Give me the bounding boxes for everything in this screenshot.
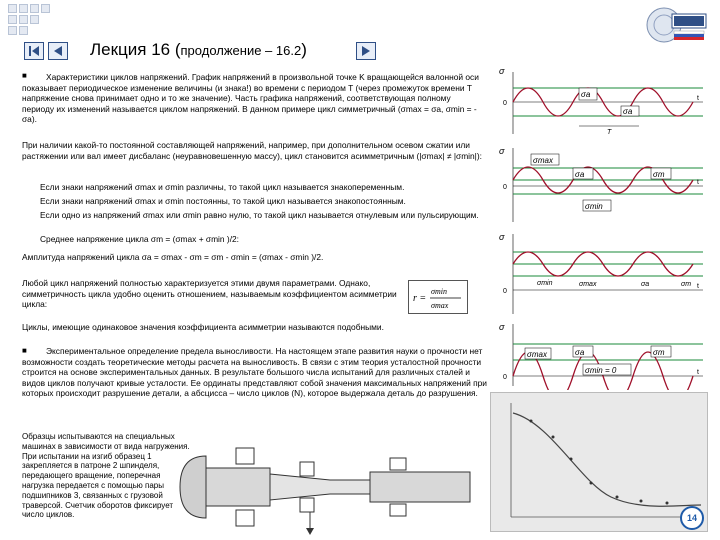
asymmetry-formula: [408, 280, 468, 314]
svg-text:σ: σ: [499, 66, 505, 76]
fatigue-curve-image: [490, 392, 708, 532]
decorative-squares: [8, 4, 88, 44]
paragraph-similar-cycles: Циклы, имеющие одинаковое значения коэффициента асимметрии называются подобными.: [22, 322, 384, 332]
prev-page-button[interactable]: [48, 42, 68, 60]
svg-text:0: 0: [503, 288, 507, 295]
svg-text:t: t: [697, 369, 699, 376]
bullet-marker: ■: [22, 346, 27, 355]
svg-text:0: 0: [503, 184, 507, 191]
paragraph-cycle-characteristics: Характеристики циклов напряжений. График напряжений в произвольной точке K вращающейся валонной оси показывает периодическое изменение величины (и знака!) во времени с периодом T (через промежуток времени T напряжение снова принимает одно и то же значение). Часть графика напряжений, соответствующая полному периоду их изменений называется циклом напряжений. В данном примере цикл симметричный (σmax = σa, σmin = - σa).: [22, 72, 479, 124]
bullet-marker: ■: [22, 71, 27, 80]
prev-page-icon: [51, 45, 65, 57]
svg-text:σm: σm: [653, 170, 665, 179]
svg-text:σmax: σmax: [533, 156, 553, 165]
paragraph-alternating: Если знаки напряжений σmax и σmin различны, то такой цикл называется знакопеременным.: [40, 182, 405, 192]
page-number-badge: 14: [680, 506, 704, 530]
paragraph-constant-sign: Если знаки напряжений σmax и σmin постоянны, то такой цикл называется знакопостоянным.: [40, 196, 406, 206]
paragraph-pulsating: Если одно из напряжений σmax или σmin равно нулю, то такой цикл называется отнулевым или пульсирующим.: [40, 210, 479, 220]
paragraph-asymmetric: При наличии какой-то постоянной составляющей напряжений, например, при дополнительном осевом сжатии или растяжении или вал имеет дисбаланс (неуравновешенную массу), цикл становится асимметричным (|σmax| ≠ |σmin|):: [22, 140, 482, 161]
next-page-icon: [359, 45, 373, 57]
graph-alternating-cycle: [491, 142, 707, 226]
first-page-button[interactable]: [24, 42, 44, 60]
paragraph-mean-stress: Среднее напряжение цикла σm = (σmax + σmin )/2:: [40, 234, 240, 244]
svg-text:σ: σ: [499, 322, 505, 332]
svg-text:t: t: [697, 283, 699, 290]
svg-text:σa: σa: [575, 348, 585, 357]
svg-text:σ: σ: [499, 232, 505, 242]
svg-text:σ: σ: [499, 146, 505, 156]
paragraph-asymmetry-coefficient: Любой цикл напряжений полностью характеризуется этими двумя параметрами. Однако, симметричность цикла удобно оценить отношением, называемым коэффициентом асимметрии цикла:: [22, 278, 397, 309]
svg-text:σa: σa: [641, 281, 650, 288]
university-logo: [646, 4, 710, 46]
svg-text:σmin: σmin: [431, 287, 447, 296]
svg-text:σa: σa: [575, 170, 585, 179]
svg-text:r =: r =: [413, 293, 427, 304]
svg-text:σmax: σmax: [431, 301, 449, 310]
svg-text:σmax: σmax: [579, 281, 597, 288]
paragraph-amplitude: Амплитуда напряжений цикла σa = σmax - σm = σm - σmin = (σmax - σmin )/2.: [22, 252, 324, 262]
first-page-icon: [27, 45, 41, 57]
svg-text:0: 0: [503, 374, 507, 381]
svg-text:t: t: [697, 179, 699, 186]
svg-text:T: T: [607, 129, 612, 136]
page-title: Лекция 16 (продолжение – 16.2): [90, 40, 307, 59]
svg-text:t: t: [697, 95, 699, 102]
svg-text:σm: σm: [653, 348, 665, 357]
testing-machine-diagram: [10, 438, 490, 536]
graph-pulsating-cycle: [491, 320, 707, 390]
paragraph-specimens: Образцы испытываются на специальных машинах в зависимости от вида нагружения. При испытании на изгиб образец 1 закрепляется в патроне 2 шпинделя, передающего вращение, поперечная нагрузка передается с помощью пары подшипников 3, связанных с грузовой траверсой. Счетчик оборотов фиксирует число циклов.: [22, 432, 190, 520]
next-page-button[interactable]: [356, 42, 376, 60]
svg-text:σmin: σmin: [537, 280, 553, 287]
graph-symmetric-cycle: [491, 64, 707, 140]
svg-text:σmin = 0: σmin = 0: [585, 366, 617, 375]
svg-text:σa: σa: [581, 90, 591, 99]
svg-text:σa: σa: [623, 107, 633, 116]
paragraph-experimental: Экспериментальное определение предела выносливости. На настоящем этапе развития науки о прочности нет возможности создать теоретические методы расчета на выносливость. В связи с этим теория усталостной прочности строится на основе экспериментальных данных. В результате большого числа испытаний для различных сталей и видов циклов получают кривые усталости. Ее ординаты представляют собой значения максимальных напряжений при которых происходит разрушение детали, а абсцисса – число циклов (N), которое выдержала деталь до разрушения.: [22, 346, 487, 398]
svg-text:σmin: σmin: [585, 202, 603, 211]
graph-constant-sign-cycle: [491, 228, 707, 318]
svg-text:σm: σm: [681, 281, 692, 288]
svg-text:0: 0: [503, 100, 507, 107]
svg-text:σmax: σmax: [527, 350, 547, 359]
